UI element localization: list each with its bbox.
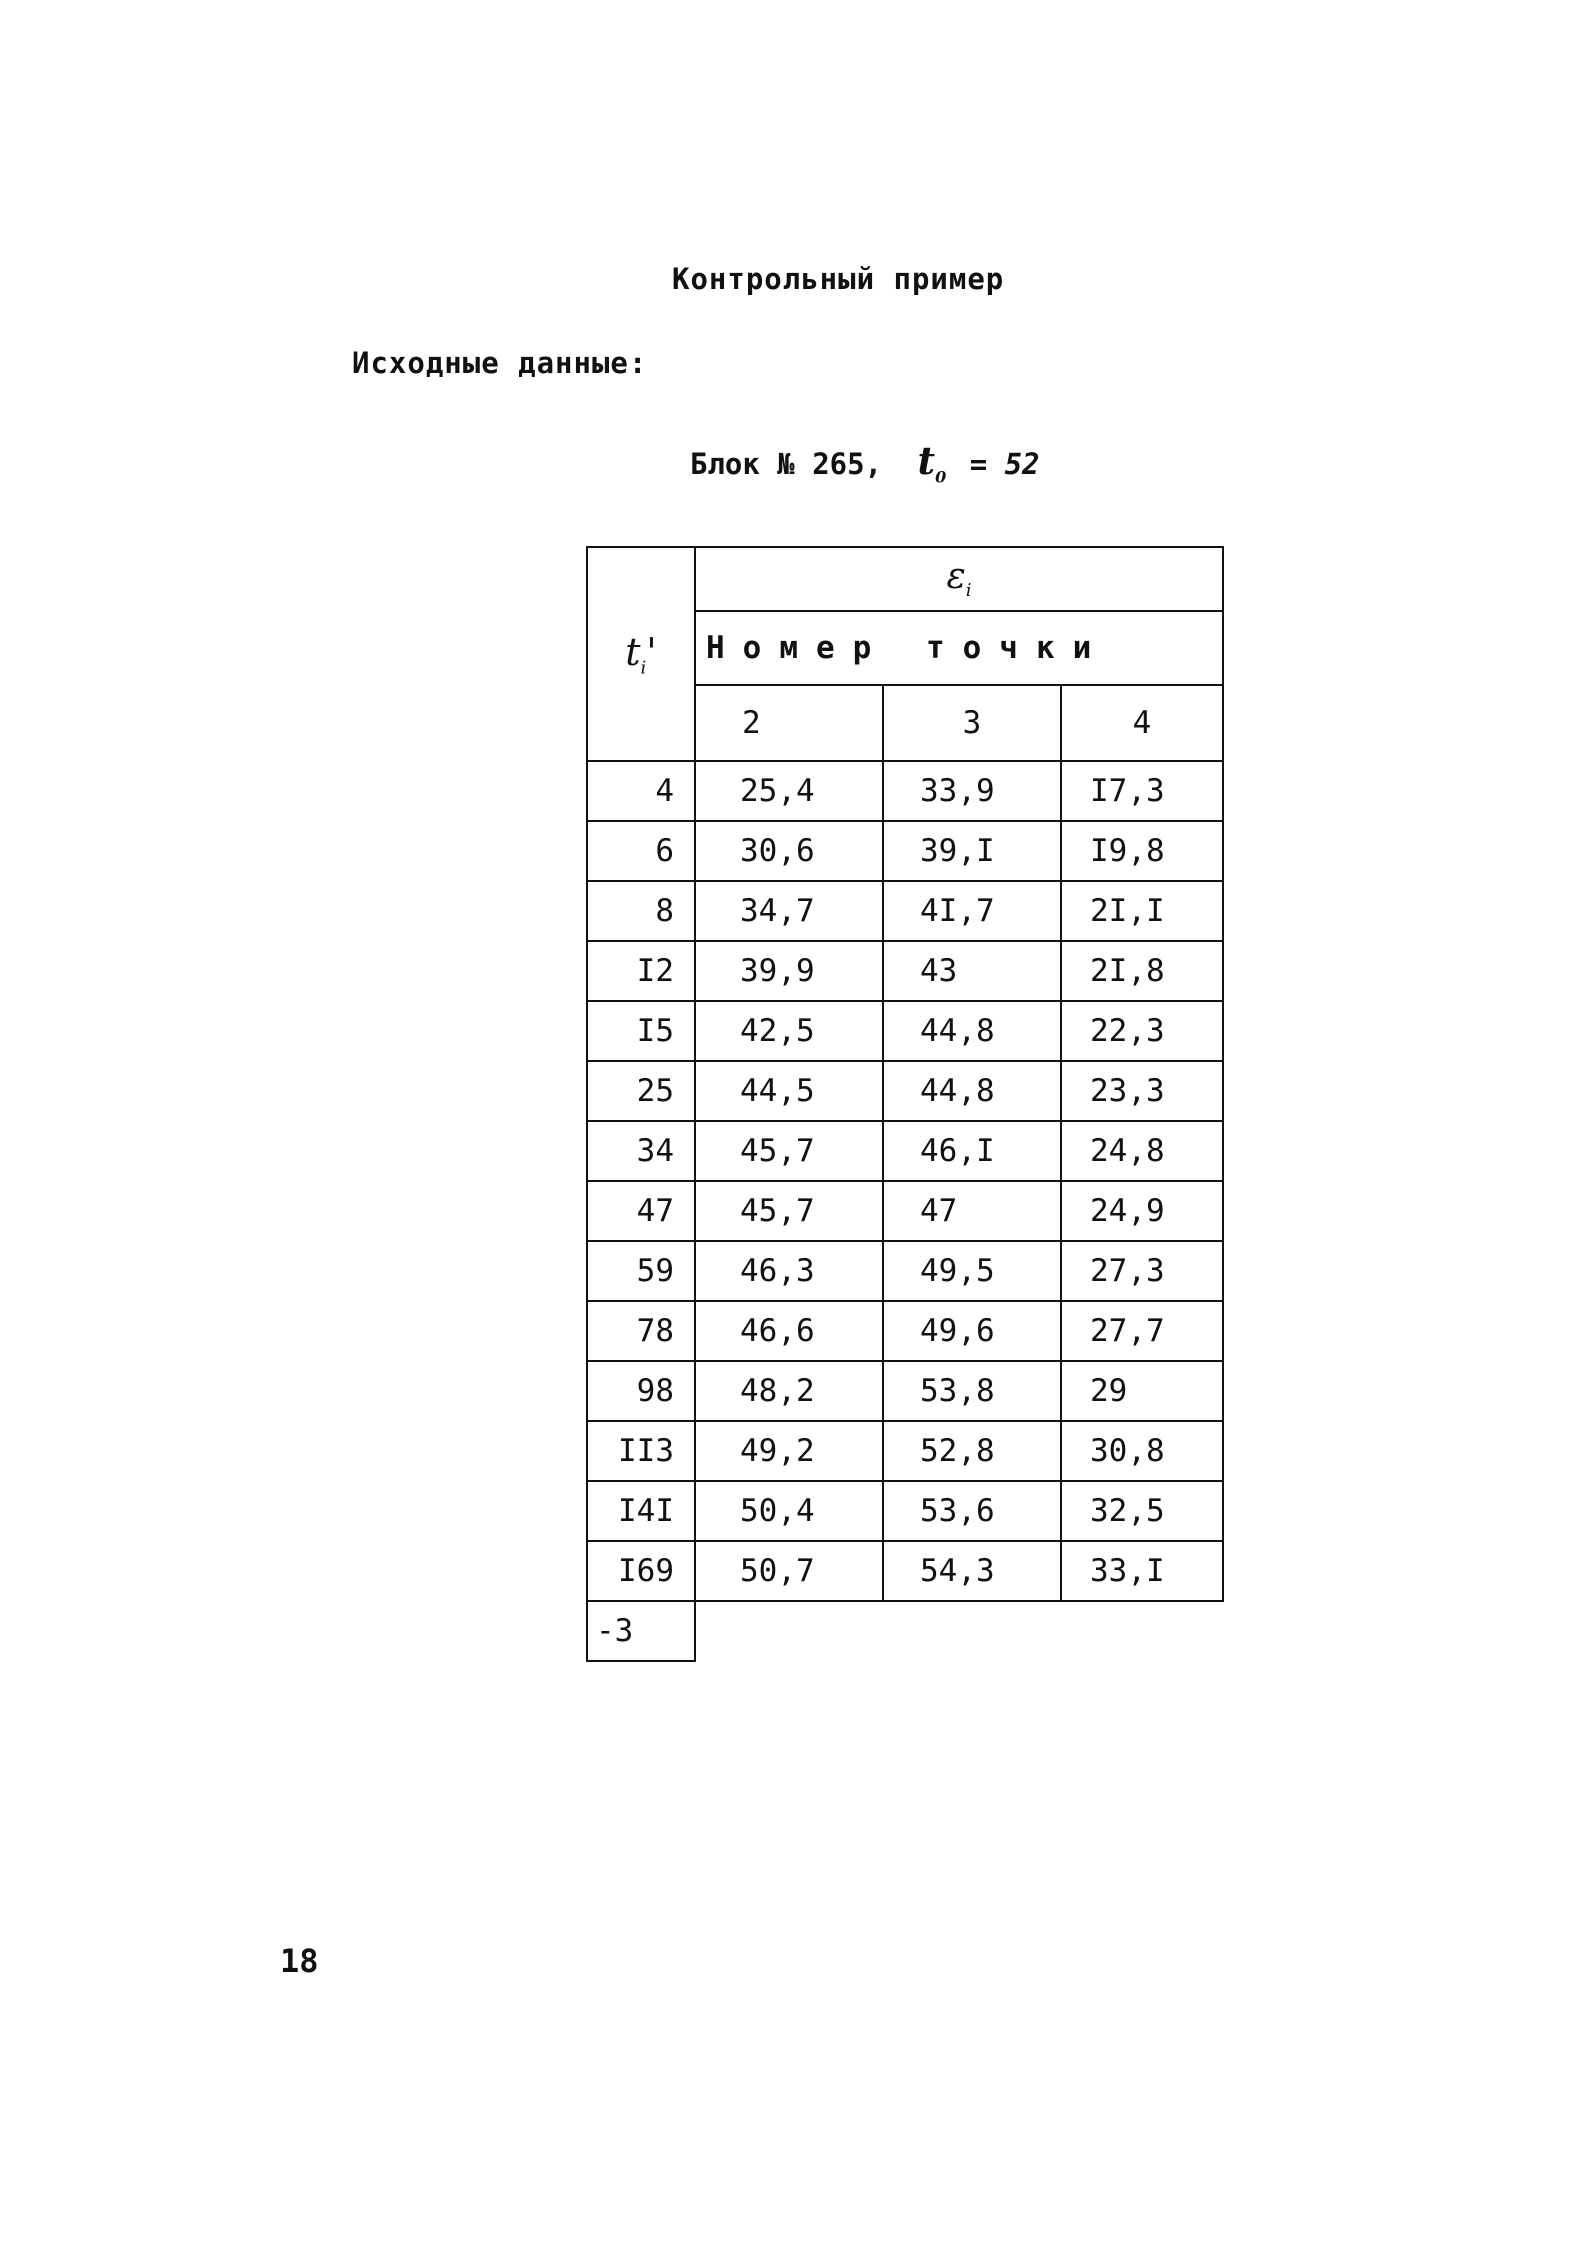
table-cell: 39,I — [883, 821, 1061, 881]
table-cell: 44,8 — [883, 1061, 1061, 1121]
table-row — [587, 761, 1223, 821]
table-cell: 49,6 — [883, 1301, 1061, 1361]
column-header: 4 — [1061, 685, 1223, 761]
table-cell: 25,4 — [695, 761, 883, 821]
row-t-value: 34 — [587, 1121, 695, 1181]
table-cell: 54,3 — [883, 1541, 1061, 1601]
column-header: 3 — [883, 685, 1061, 761]
table-cell: 29 — [1061, 1361, 1223, 1421]
group-header-cell: $\varepsilon_i$ — [695, 547, 1223, 611]
table-row — [587, 1121, 1223, 1181]
table-cell: 45,7 — [695, 1121, 883, 1181]
table-cell: 46,I — [883, 1121, 1061, 1181]
page-number: 18 — [280, 1942, 319, 1980]
row-t-value: I69 — [587, 1541, 695, 1601]
empty-cell — [883, 1601, 1061, 1661]
empty-cell — [695, 1601, 883, 1661]
data-table — [586, 546, 1224, 1662]
row-t-value: 6 — [587, 821, 695, 881]
table-row — [587, 1301, 1223, 1361]
table-cell: I9,8 — [1061, 821, 1223, 881]
table-row — [587, 881, 1223, 941]
subheader-cell: Номер точки — [695, 611, 1223, 685]
table-cell: 44,5 — [695, 1061, 883, 1121]
block-label: Блок № 265, — [690, 447, 883, 481]
table-cell: 50,7 — [695, 1541, 883, 1601]
page-title: Контрольный пример — [672, 262, 1005, 296]
param-symbol: $t_0$ — [917, 438, 947, 487]
row-t-value: 98 — [587, 1361, 695, 1421]
table-cell: 24,9 — [1061, 1181, 1223, 1241]
row-t-value: -3 — [587, 1601, 695, 1661]
row-t-value: 8 — [587, 881, 695, 941]
table-cell: 42,5 — [695, 1001, 883, 1061]
table-row — [587, 1601, 1223, 1661]
table-cell: 52,8 — [883, 1421, 1061, 1481]
param-value: = 52 — [969, 447, 1040, 481]
row-header-cell: $t_i'$ — [587, 547, 695, 761]
table-row — [587, 1421, 1223, 1481]
empty-cell — [1061, 1601, 1223, 1661]
table-cell: 53,8 — [883, 1361, 1061, 1421]
table-cell: 39,9 — [695, 941, 883, 1001]
row-t-value: 47 — [587, 1181, 695, 1241]
table-row — [587, 821, 1223, 881]
table-row — [587, 1181, 1223, 1241]
section-subtitle: Исходные данные: — [352, 346, 648, 380]
table-cell: 46,6 — [695, 1301, 883, 1361]
table-cell: 48,2 — [695, 1361, 883, 1421]
table-cell: 30,8 — [1061, 1421, 1223, 1481]
table-cell: 27,3 — [1061, 1241, 1223, 1301]
row-t-value: II3 — [587, 1421, 695, 1481]
table-cell: 32,5 — [1061, 1481, 1223, 1541]
table-cell: 46,3 — [695, 1241, 883, 1301]
table-cell: 49,5 — [883, 1241, 1061, 1301]
table-cell: 43 — [883, 941, 1061, 1001]
table-row — [587, 1241, 1223, 1301]
table-cell: 49,2 — [695, 1421, 883, 1481]
table-cell: 44,8 — [883, 1001, 1061, 1061]
table-cell: 23,3 — [1061, 1061, 1223, 1121]
param-subscript: 0 — [935, 467, 947, 487]
table-cell: 33,9 — [883, 761, 1061, 821]
column-header: 2 — [695, 685, 883, 761]
row-t-value: 78 — [587, 1301, 695, 1361]
table-cell: 47 — [883, 1181, 1061, 1241]
table-cell: 34,7 — [695, 881, 883, 941]
table-cell: 2I,I — [1061, 881, 1223, 941]
table-cell: 45,7 — [695, 1181, 883, 1241]
table-row — [587, 1361, 1223, 1421]
table-cell: 24,8 — [1061, 1121, 1223, 1181]
table-row — [587, 1001, 1223, 1061]
row-t-value: 25 — [587, 1061, 695, 1121]
row-t-value: I4I — [587, 1481, 695, 1541]
row-t-value: I2 — [587, 941, 695, 1001]
table-cell: 4I,7 — [883, 881, 1061, 941]
table-cell: 50,4 — [695, 1481, 883, 1541]
table-cell: I7,3 — [1061, 761, 1223, 821]
row-t-value: I5 — [587, 1001, 695, 1061]
table-cell: 53,6 — [883, 1481, 1061, 1541]
table-cell: 22,3 — [1061, 1001, 1223, 1061]
row-t-value: 4 — [587, 761, 695, 821]
table-row — [587, 1061, 1223, 1121]
row-t-value: 59 — [587, 1241, 695, 1301]
table-row — [587, 1481, 1223, 1541]
table-row — [587, 1541, 1223, 1601]
table-row — [587, 941, 1223, 1001]
table-cell: 2I,8 — [1061, 941, 1223, 1001]
block-info — [690, 438, 1040, 487]
table-cell: 30,6 — [695, 821, 883, 881]
table-cell: 33,I — [1061, 1541, 1223, 1601]
table-cell: 27,7 — [1061, 1301, 1223, 1361]
